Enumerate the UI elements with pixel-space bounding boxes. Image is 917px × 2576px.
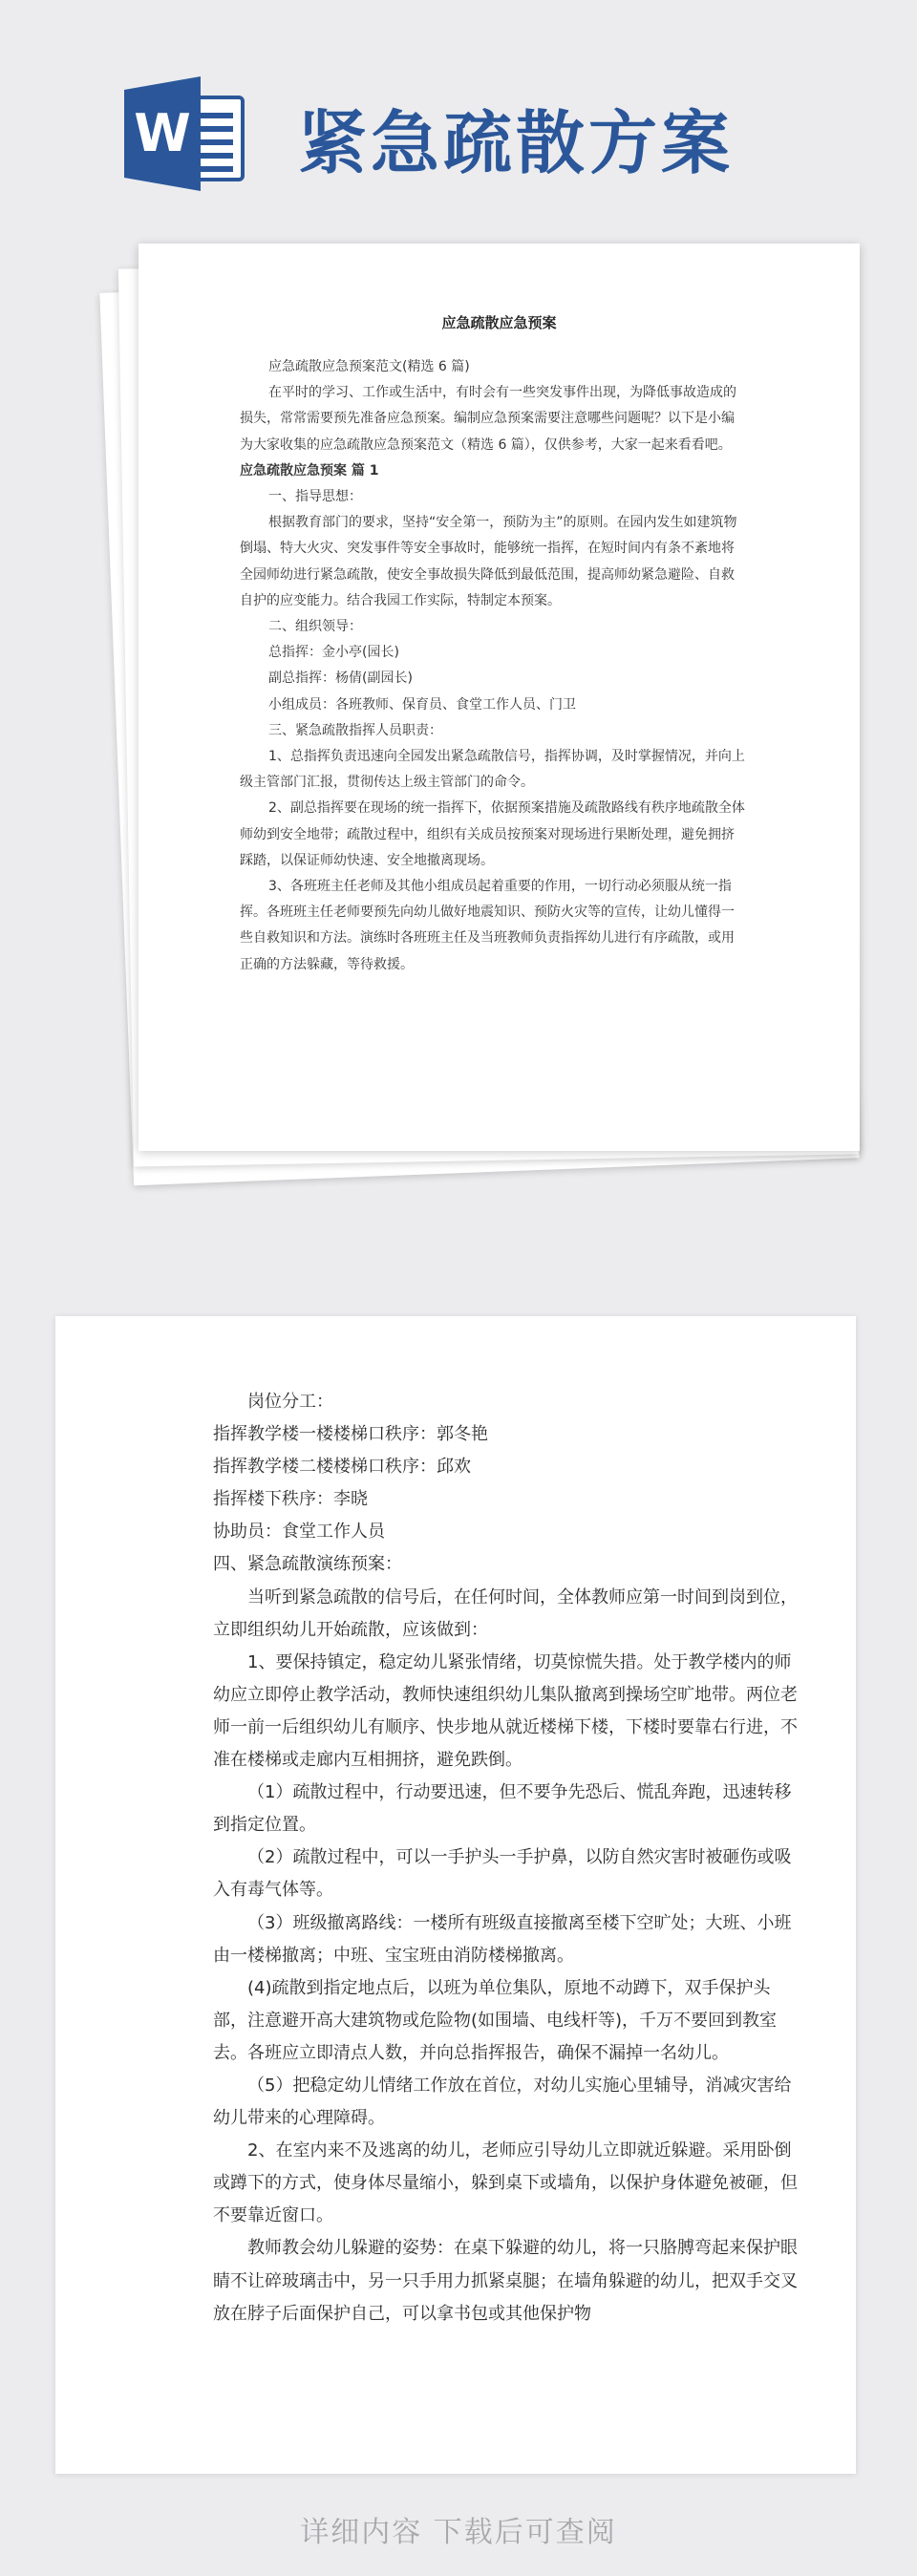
page1-section-heading: 应急疏散应急预案 篇 1 [240,462,379,479]
page1-paragraph: 在平时的学习、工作或生活中，有时会有一些突发事件出现，为降低事故造成的损失，常常需要预先准备应急预案。编制应急预案需要注意哪些问题呢？以下是小编为大家收集的应急疏散应急预案范文（精选 6 篇），仅供参考，大家一起来看看吧。 [240,385,736,453]
page1-body [240,354,746,978]
page2-paragraph: （1）疏散过程中，行动要迅速，但不要争先恐后、慌乱奔跑，迅速转移到指定位置。 [213,1782,792,1836]
page1-paragraph: 应急疏散应急预案范文(精选 6 篇) [268,359,470,374]
page1-paragraph: 二、组织领导： [268,619,362,635]
page2-paragraph: 教师教会幼儿躲避的姿势：在桌下躲避的幼儿，将一只胳膊弯起来保护眼睛不让碎玻璃击中，另一只手用力抓紧桌腿；在墙角躲避的幼儿，把双手交叉放在脖子后面保护自己，可以拿书包或其他保护物 [213,2238,798,2324]
header [0,0,917,220]
document-title: 应急疏散应急预案 [441,314,557,331]
page2-paragraph: 指挥楼下秩序：李晓 [213,1489,368,1510]
page1-paragraph: 一、指导思想： [268,489,362,505]
page2-paragraph: 当听到紧急疏散的信号后，在任何时间，全体教师应第一时间到岗到位，立即组织幼儿开始疏散，应该做到： [213,1586,798,1640]
page2-paragraph: (4)疏散到指定地点后，以班为单位集队，原地不动蹲下，双手保护头部，注意避开高大建筑物或危险物(如围墙、电线杆等)，千万不要回到教室去。各班应立即清点人数，并向总指挥报告，确保不漏掉一名幼儿。 [213,1977,778,2063]
page1-paragraph: 三、紧急疏散指挥人员职责： [268,722,442,738]
document-page-2 [55,1316,856,2474]
page2-paragraph: （5）把稳定幼儿情绪工作放在首位，对幼儿实施心里辅导，消减灾害给幼儿带来的心理障碍。 [213,2075,792,2129]
word-logo-icon [124,76,248,191]
page2-paragraph: （2）疏散过程中，可以一手护头一手护鼻，以防自然灾害时被砸伤或吸入有毒气体等。 [213,1847,792,1901]
page2-paragraph: 四、紧急疏散演练预案： [213,1554,402,1575]
page2-paragraph: 指挥教学楼一楼楼梯口秩序：郭冬艳 [213,1424,488,1445]
page2-paragraph: 协助员：食堂工作人员 [213,1522,385,1543]
page2-paragraph: 1、要保持镇定，稳定幼儿紧张情绪，切莫惊慌失措。处于教学楼内的师幼应立即停止教学活动，教师快速组织幼儿集队撤离到操场空旷地带。两位老师一前一后组织幼儿有顺序、快步地从就近楼梯下楼，下楼时要靠右行进，不准在楼梯或走廊内互相拥挤，避免跌倒。 [213,1651,798,1771]
page1-paragraph: 3、各班班主任老师及其他小组成员起着重要的作用，一切行动必须服从统一指挥。各班班主任老师要预先向幼儿做好地震知识、预防火灾等的宣传，让幼儿懂得一些自救知识和方法。演练时各班班主任及当班教师负责指挥幼儿进行有序疏散，或用正确的方法躲藏，等待救援。 [240,879,735,972]
page1-paragraph: 小组成员：各班教师、保育员、食堂工作人员、门卫 [268,696,576,713]
page1-paragraph: 2、副总指挥要在现场的统一指挥下，依据预案措施及疏散路线有秩序地疏散全体师幼到安全地带；疏散过程中，组织有关成员按预案对现场进行果断处理，避免拥挤踩踏，以保证师幼快速、安全地撤离现场。 [240,800,745,868]
page2-body [213,1386,801,2331]
page1-paragraph: 根据教育部门的要求，坚持“安全第一，预防为主”的原则。在园内发生如建筑物倒塌、特大火灾、突发事件等安全事故时，能够统一指挥，在短时间内有条不紊地将全园师幼进行紧急疏散，使安全事故损失降低到最低范围，提高师幼紧急避险、自救自护的应变能力。结合我园工作实际，特制定本预案。 [240,515,737,608]
page2-paragraph: （3）班级撤离路线：一楼所有班级直接撤离至楼下空旷处；大班、小班由一楼梯撤离；中班、宝宝班由消防楼梯撤离。 [213,1912,792,1966]
page1-paragraph: 1、总指挥负责迅速向全园发出紧急疏散信号，指挥协调，及时掌握情况，并向上级主管部门汇报，贯彻传达上级主管部门的命令。 [240,749,745,791]
page1-paragraph: 副总指挥：杨倩(副园长) [268,671,413,687]
document-page-1 [139,244,860,1151]
page2-paragraph: 指挥教学楼二楼楼梯口秩序：邱欢 [213,1457,471,1478]
page2-paragraph: 2、在室内来不及逃离的幼儿，老师应引导幼儿立即就近躲避。采用卧倒或蹲下的方式，使身体尽量缩小，躲到桌下或墙角，以保护身体避免被砸，但不要靠近窗口。 [213,2140,798,2226]
page1-paragraph: 总指挥：金小亭(园长) [268,645,399,661]
header-title: 紧急疏散方案 [298,103,735,183]
word-logo-letter: W [134,103,191,163]
footer-download-hint: 详细内容 下载后可查阅 [300,2516,617,2549]
page2-paragraph: 岗位分工： [247,1392,333,1412]
